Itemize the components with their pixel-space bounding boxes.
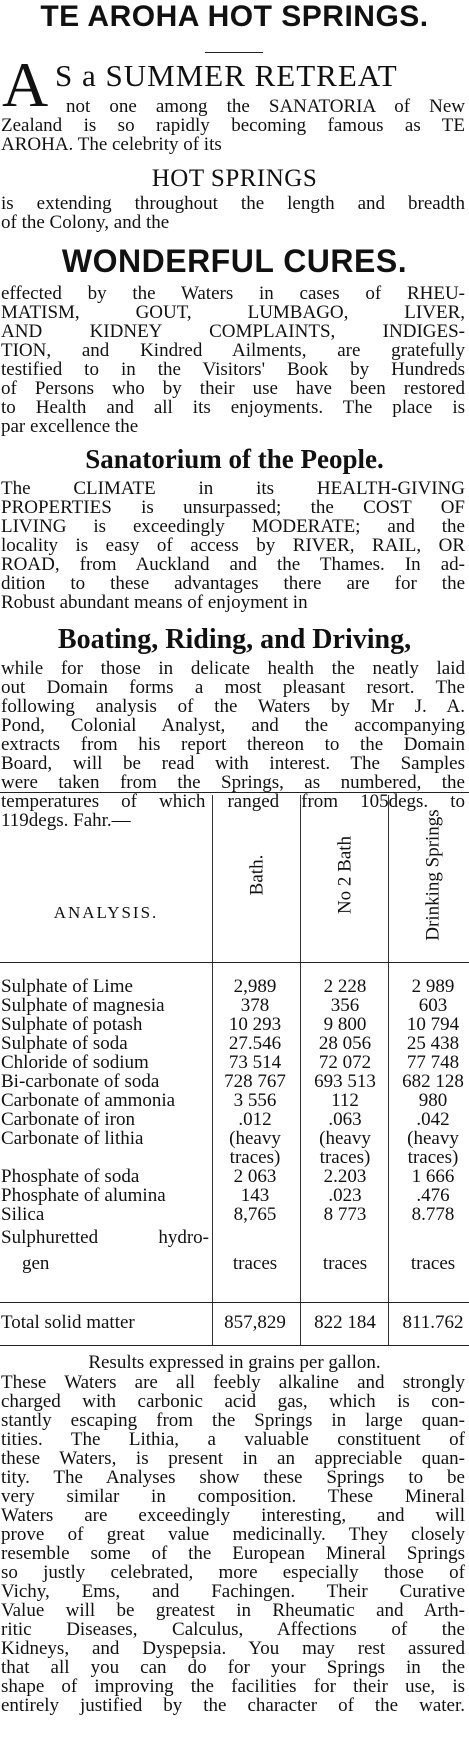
- row-name: Sulphuretted hydro-: [1, 1229, 209, 1248]
- cell-bath: 2,989: [233, 976, 277, 997]
- climate-line-5: ROAD, from Auckland and the Thames. In ad-: [1, 554, 465, 575]
- cell-drinking: traces: [410, 1253, 456, 1274]
- cell-bath: 143: [240, 1185, 270, 1206]
- final-line-13: Value will be greatest in Rheumatic and Arth-: [1, 1600, 465, 1621]
- final-line-16: that all you can do for your Springs in the: [1, 1657, 465, 1678]
- final-line-17: shape of improving the facilities for their use, is: [1, 1676, 465, 1697]
- row-name: Sulphate of soda: [1, 1035, 128, 1054]
- cell-bath: 3 556: [233, 1090, 277, 1111]
- extending-line-1: is extending throughout the length and breadth: [1, 193, 465, 214]
- summer-retreat-line: S a SUMMER RETREAT: [55, 58, 398, 93]
- final-line-11: so justly celebrated, more especially those of: [1, 1562, 465, 1583]
- intro-line-2: Zealand is so rapidly becoming famous as TE: [1, 115, 465, 136]
- cell-bath: traces): [229, 1147, 281, 1168]
- cell-no2-bath: 356: [330, 995, 360, 1016]
- cell-drinking: 25 438: [406, 1033, 460, 1054]
- cell-drinking: 10 794: [406, 1014, 460, 1035]
- cell-no2-bath: 28 056: [318, 1033, 372, 1054]
- cell-no2-bath: .063: [328, 1109, 362, 1130]
- domain-line-2: out Domain forms a most pleasant resort. The: [1, 677, 465, 698]
- total-label: Total solid matter: [1, 1314, 135, 1333]
- final-line-12: Vichy, Ems, and Fachingen. Their Curative: [1, 1581, 465, 1602]
- cell-drinking: .042: [416, 1109, 450, 1130]
- row-name: Silica: [1, 1206, 45, 1225]
- final-line-5: these Waters, is present in an appreciable quan-: [1, 1448, 465, 1469]
- domain-line-1: while for those in delicate health the neatly laid: [1, 658, 465, 679]
- final-line-2: charged with carbonic acid gas, which is con-: [1, 1391, 465, 1412]
- column-header-bath: [214, 800, 300, 950]
- final-line-3: stantly escaping from the Springs in large quan-: [1, 1410, 465, 1431]
- cell-no2-bath: traces): [319, 1147, 371, 1168]
- final-line-18: entirely justified by the character of the water.: [1, 1695, 465, 1716]
- domain-line-9: 119degs. Fahr.—: [1, 810, 131, 831]
- climate-line-6: dition to these advantages there are for the: [1, 573, 465, 594]
- row-name: Carbonate of ammonia: [1, 1092, 176, 1111]
- heading-hot-springs: HOT SPRINGS: [151, 165, 318, 192]
- column-header-no2-bath: [302, 800, 388, 950]
- heading-boating: Boating, Riding, and Driving,: [57, 624, 412, 655]
- cures-line-8: par excellence the: [1, 416, 139, 437]
- heading-sanatorium: Sanatorium of the People.: [85, 444, 384, 474]
- cures-line-2: MATISM, GOUT, LUMBAGO, LIVER,: [1, 302, 465, 323]
- domain-line-4: Pond, Colonial Analyst, and the accompanying: [1, 715, 465, 736]
- cell-drinking: (heavy: [407, 1128, 459, 1149]
- climate-line-4: locality is easy of access by RIVER, RAIL, OR: [1, 535, 465, 556]
- row-name: Sulphate of potash: [1, 1016, 143, 1035]
- final-line-8: Waters are exceedingly interesting, and will: [1, 1505, 465, 1526]
- cell-drinking: .476: [416, 1185, 450, 1206]
- column-header-text: Drinking Springs: [422, 809, 444, 941]
- final-line-15: Kidneys, and Dyspepsia. You may rest assured: [1, 1638, 465, 1659]
- cell-bath: traces: [232, 1253, 278, 1274]
- cell-no2-bath: 2 228: [323, 976, 367, 997]
- cell-no2-bath: 2.203: [323, 1166, 367, 1187]
- cell-drinking: traces): [407, 1147, 459, 1168]
- cell-bath: .012: [238, 1109, 272, 1130]
- climate-line-7: Robust abundant means of enjoyment in: [1, 592, 308, 613]
- final-line-1: These Waters are all feebly alkaline and strongly: [1, 1372, 465, 1393]
- cell-drinking: 1 666: [411, 1166, 455, 1187]
- domain-line-6: Board, will be read with interest. The Samples: [1, 753, 465, 774]
- cures-line-7: to Health and all its enjoyments. The place is: [1, 397, 465, 418]
- cell-drinking: 2 989: [411, 976, 455, 997]
- cell-no2-bath: 8 773: [323, 1204, 367, 1225]
- cures-line-5: testified to in the Visitors' Book by Hundreds: [1, 359, 465, 380]
- row-name: Phosphate of alumina: [1, 1187, 166, 1206]
- cures-line-6: of Persons who by their use have been restored: [1, 378, 465, 399]
- total-drinking: 811.762: [402, 1312, 464, 1333]
- row-name: Bi-carbonate of soda: [1, 1073, 160, 1092]
- table-column-divider: [300, 795, 301, 1345]
- cell-bath: 27.546: [228, 1033, 282, 1054]
- cell-no2-bath: .023: [328, 1185, 362, 1206]
- climate-line-3: LIVING is exceedingly MODERATE; and the: [1, 516, 465, 537]
- climate-line-2: PROPERTIES is unsurpassed; the COST OF: [1, 497, 465, 518]
- final-line-7: very similar in composition. These Mineral: [1, 1486, 465, 1507]
- cell-bath: 728 767: [224, 1071, 286, 1092]
- final-line-4: tities. The Lithia, a valuable constituent of: [1, 1429, 465, 1450]
- cell-drinking: 980: [418, 1090, 448, 1111]
- table-total-rule: [0, 1302, 469, 1303]
- climate-line-1: The CLIMATE in its HEALTH-GIVING: [1, 478, 465, 499]
- cell-no2-bath: (heavy: [319, 1128, 371, 1149]
- domain-line-3: following analysis of the Waters by Mr J. A.: [1, 696, 465, 717]
- heading-wonderful-cures: WONDERFUL CURES.: [61, 243, 408, 279]
- drop-cap: A: [2, 49, 49, 120]
- cell-no2-bath: 9 800: [323, 1014, 367, 1035]
- cell-bath: 8,765: [233, 1204, 277, 1225]
- row-name: Sulphate of Lime: [1, 978, 133, 997]
- cell-drinking: 8.778: [411, 1204, 455, 1225]
- table-top-rule: [0, 792, 469, 793]
- table-column-divider: [388, 795, 389, 1345]
- cell-no2-bath: 112: [331, 1090, 359, 1111]
- column-header-drinking-springs: [390, 800, 469, 950]
- row-name: Carbonate of iron: [1, 1111, 136, 1130]
- row-name: Sulphate of magnesia: [1, 997, 165, 1016]
- column-header-text: No 2 Bath: [334, 835, 356, 915]
- cell-bath: 2 063: [233, 1166, 277, 1187]
- extending-line-2: of the Colony, and the: [1, 212, 170, 233]
- cures-line-1: effected by the Waters in cases of RHEU-: [1, 283, 465, 304]
- cell-bath: (heavy: [229, 1128, 281, 1149]
- intro-line-1: not one among the SANATORIA of New: [66, 96, 465, 117]
- cell-bath: 10 293: [228, 1014, 282, 1035]
- row-name: Chloride of sodium: [1, 1054, 149, 1073]
- domain-line-7: were taken from the Springs, as numbered, the: [1, 772, 465, 793]
- cures-line-4: TION, and Kindred Ailments, are gratefully: [1, 340, 465, 361]
- total-no2-bath: 822 184: [314, 1312, 376, 1333]
- final-line-14: ritic Diseases, Calculus, Affections of the: [1, 1619, 465, 1640]
- row-name: gen: [22, 1255, 50, 1274]
- domain-line-5: extracts from his report thereon to the Domain: [1, 734, 465, 755]
- cell-drinking: 77 748: [406, 1052, 460, 1073]
- cell-drinking: 682 128: [402, 1071, 464, 1092]
- cell-no2-bath: 72 072: [318, 1052, 372, 1073]
- results-note: Results expressed in grains per gallon.: [88, 1352, 381, 1373]
- table-header-rule: [0, 962, 469, 963]
- column-header-text: Bath.: [246, 854, 268, 896]
- cell-no2-bath: traces: [322, 1253, 368, 1274]
- final-line-6: tity. The Analyses show these Springs to be: [1, 1467, 465, 1488]
- table-bottom-rule: [0, 1345, 469, 1346]
- cell-no2-bath: 693 513: [314, 1071, 376, 1092]
- row-name: Carbonate of lithia: [1, 1130, 144, 1149]
- final-line-9: prove of great value medicinally. They closely: [1, 1524, 465, 1545]
- total-bath: 857,829: [224, 1312, 286, 1333]
- final-line-10: resemble some of the European Mineral Springs: [1, 1543, 465, 1564]
- cell-bath: 378: [240, 995, 270, 1016]
- ad-title: TE AROHA HOT SPRINGS.: [40, 0, 429, 33]
- intro-line-3: AROHA. The celebrity of its: [1, 134, 222, 155]
- domain-line-8: temperatures of which ranged from 105degs. to: [1, 791, 465, 812]
- cell-drinking: 603: [418, 995, 448, 1016]
- table-header-analysis: ANALYSIS.: [53, 903, 159, 922]
- title-rule: [205, 52, 263, 53]
- cell-bath: 73 514: [228, 1052, 282, 1073]
- row-name: Phosphate of soda: [1, 1168, 140, 1187]
- cures-line-3: AND KIDNEY COMPLAINTS, INDIGES-: [1, 321, 465, 342]
